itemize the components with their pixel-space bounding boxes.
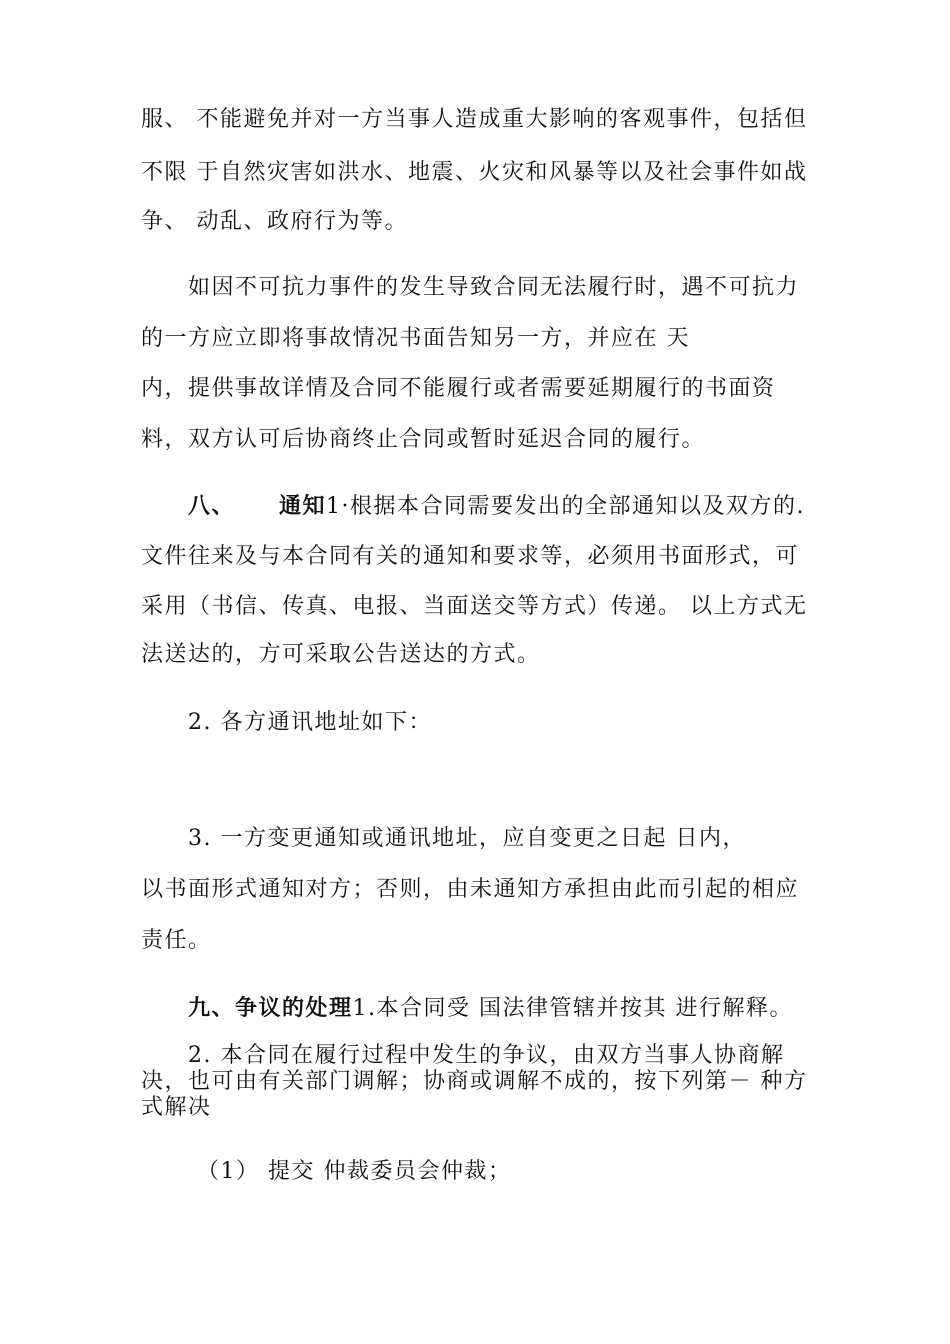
force-majeure-p2-line-1: 如因不可抗力事件的发生导致合同无法履行时，遇不可抗力: [188, 275, 800, 300]
force-majeure-line-3: 争、 动乱、政府行为等。: [141, 209, 408, 234]
force-majeure-line-1: 服、 不能避免并对一方当事人造成重大影响的客观事件，包括但: [141, 107, 808, 132]
notice-item-3-line-3: 责任。: [141, 928, 212, 953]
notice-item-3-line-1: 3. 一方变更通知或通讯地址，应自变更之日起 日内，: [188, 826, 746, 851]
dispute-line-1-text: 1.本合同受 国法律管辖并按其 进行解释。: [352, 996, 793, 1021]
notice-heading: 通知: [279, 493, 327, 519]
force-majeure-p2-line-2: 的一方应立即将事故情况书面告知另一方，并应在 天: [141, 326, 690, 351]
force-majeure-p2-line-3: 内，提供事故详情及合同不能履行或者需要延期履行的书面资: [141, 376, 776, 401]
dispute-item-2-line-2: 决，也可由有关部门调解；协商或调解不成的，按下列第－ 种方: [141, 1069, 808, 1094]
dispute-heading-line: [188, 993, 793, 1024]
force-majeure-p2-line-4: 料，双方认可后协商终止合同或暂时延迟合同的履行。: [141, 427, 706, 452]
notice-line-4: 法送达的，方可采取公告送达的方式。: [141, 642, 541, 667]
notice-item-3-line-2: 以书面形式通知对方；否则，由未通知方承担由此而引起的相应: [141, 877, 800, 902]
dispute-item-2-line-3: 式解决: [141, 1095, 212, 1120]
notice-heading-line: [188, 491, 805, 522]
dispute-item-2-line-1: 2. 本合同在履行过程中发生的争议，由双方当事人协商解: [188, 1043, 785, 1068]
notice-heading-number: 八、: [188, 493, 236, 519]
dispute-heading: 九、争议的处理: [188, 995, 353, 1021]
force-majeure-line-2: 不限 于自然灾害如洪水、地震、火灾和风暴等以及社会事件如战: [141, 160, 808, 185]
notice-line-1-text: 1·根据本合同需要发出的全部通知以及双方的.: [326, 494, 806, 519]
notice-line-2: 文件往来及与本合同有关的通知和要求等，必须用书面形式，可: [141, 544, 800, 569]
notice-line-3: 采用（书信、传真、电报、当面送交等方式）传递。 以上方式无: [141, 594, 808, 619]
notice-item-2: 2. 各方通讯地址如下：: [188, 710, 432, 735]
dispute-option-1: （1） 提交 仲裁委员会仲裁；: [197, 1159, 512, 1184]
